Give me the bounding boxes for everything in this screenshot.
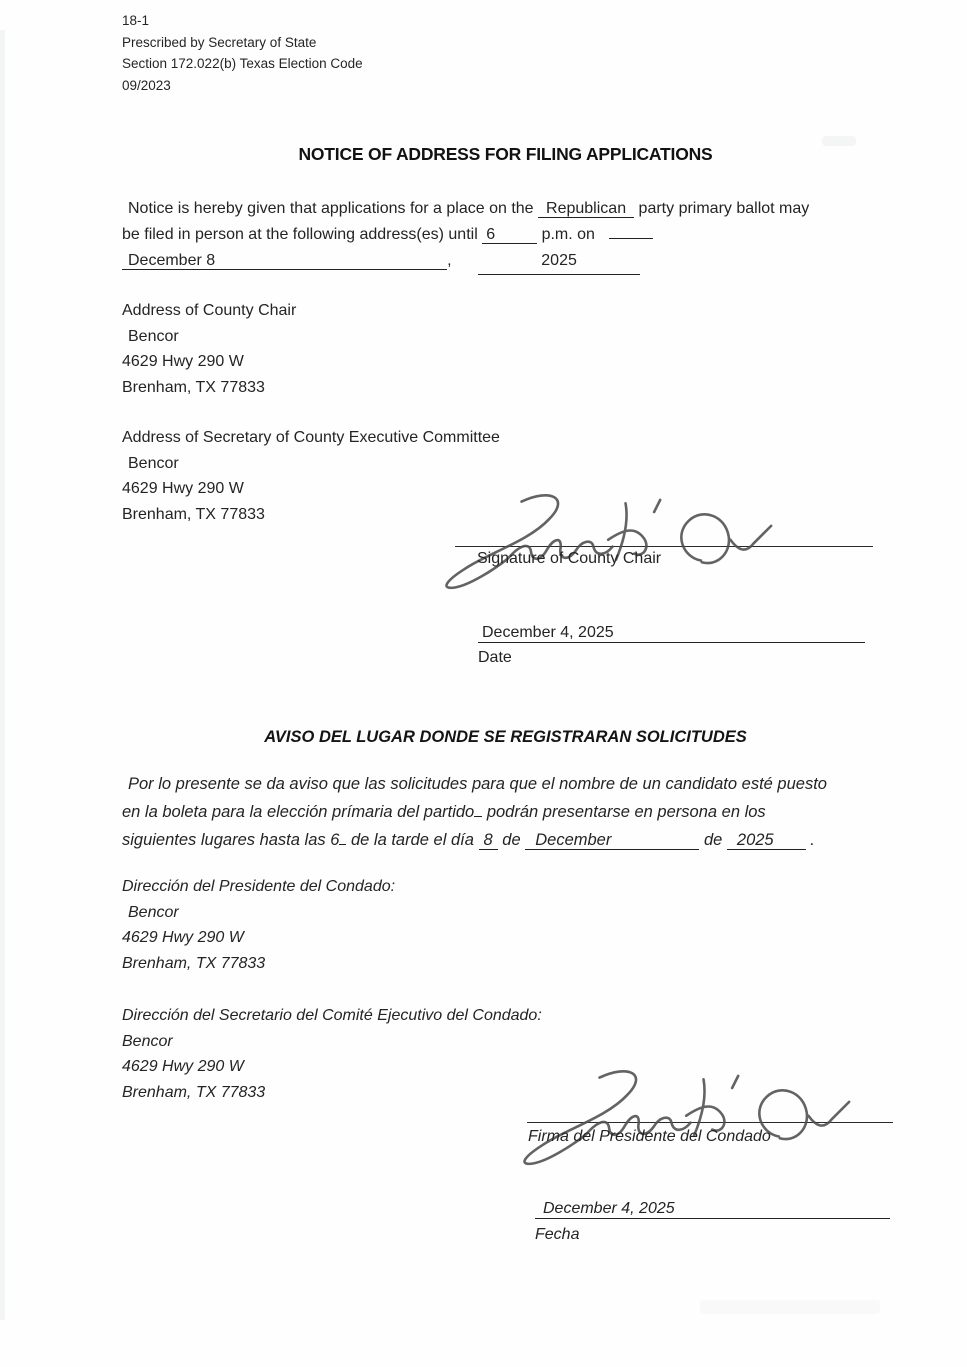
- address-street: 4629 Hwy 290 W: [122, 353, 244, 370]
- tiny-blank: [339, 829, 346, 845]
- spanish-paragraph-line-1: Por lo presente se da aviso que las solicitudes para que el nombre de un candidato esté puesto: [128, 775, 827, 793]
- para-text: podrán presentarse en persona en los: [486, 803, 766, 821]
- para-text: p.m. on: [541, 226, 595, 243]
- scan-smudge: [700, 1300, 880, 1314]
- para-text: de: [703, 831, 723, 849]
- address-city: Brenham, TX 77833: [122, 378, 265, 396]
- secretario-address-block: [122, 1003, 542, 1105]
- address-name: Bencor: [128, 327, 179, 345]
- fecha-label: Fecha: [535, 1226, 580, 1243]
- address-street: 4629 Hwy 290 W: [122, 480, 244, 497]
- signature-line: [527, 1105, 893, 1123]
- fecha-field-value: December 4, 2025: [535, 1200, 890, 1219]
- paragraph-line-1: [122, 196, 912, 222]
- address-city: Brenham, TX 77833: [122, 505, 265, 523]
- para-text: de: [502, 831, 521, 849]
- para-text: siguientes lugares hasta las 6: [122, 831, 340, 849]
- spanish-paragraph-line-3: [122, 826, 922, 854]
- form-header: [122, 10, 363, 96]
- anio-field-value: 2025: [727, 831, 806, 850]
- address-city: Brenham, TX 77833: [122, 954, 266, 972]
- para-text: party primary ballot may: [638, 200, 810, 217]
- address-name: Bencor: [128, 903, 179, 921]
- paragraph-line-3: [122, 248, 912, 275]
- english-paragraph: [122, 196, 912, 275]
- time-field-value: 6: [482, 226, 537, 244]
- address-city: Brenham, TX 77833: [122, 1083, 266, 1101]
- mes-field-value: December: [525, 831, 699, 850]
- statute-line: Section 172.022(b) Texas Election Code: [122, 56, 363, 71]
- comma: ,: [447, 252, 452, 269]
- county-chair-address-block: [122, 298, 296, 400]
- date-field-value: December 4, 2025: [478, 624, 865, 643]
- tiny-blank: [474, 801, 482, 817]
- para-text: be filed in person at the following address(es) until: [122, 226, 478, 243]
- dia-field-value: 8: [479, 831, 498, 850]
- para-text: Notice is hereby given that applications for a place on the: [128, 200, 534, 217]
- revision-date: 09/2023: [122, 77, 171, 93]
- presidente-heading: Dirección del Presidente del Condado:: [122, 878, 396, 895]
- address-name: Bencor: [128, 454, 179, 472]
- signature-label: Signature of County Chair: [477, 550, 662, 567]
- secretary-address-block: [122, 425, 500, 527]
- paragraph-line-2: [122, 222, 912, 248]
- para-text: en la boleta para la elección prímaria del partido: [122, 803, 475, 821]
- address-name: Bencor: [122, 1032, 173, 1050]
- scan-edge-artifact: [0, 30, 5, 1320]
- fecha-block: [535, 1200, 890, 1244]
- para-text: .: [810, 831, 815, 849]
- spanish-paragraph: [122, 770, 922, 854]
- secretary-heading: Address of Secretary of County Executive Committee: [122, 429, 500, 446]
- english-title: NOTICE OF ADDRESS FOR FILING APPLICATIONS: [298, 144, 713, 164]
- spanish-paragraph-line-2: [122, 798, 922, 826]
- date-label: Date: [478, 649, 512, 666]
- signature-line: [455, 529, 873, 547]
- address-street: 4629 Hwy 290 W: [122, 929, 244, 946]
- date-block: [478, 624, 865, 667]
- county-chair-heading: Address of County Chair: [122, 302, 297, 319]
- empty-blank: [609, 223, 653, 239]
- spanish-title: AVISO DEL LUGAR DONDE SE REGISTRARAN SOLICITUDES: [264, 728, 747, 746]
- prescribed-by-line: Prescribed by Secretary of State: [122, 34, 317, 50]
- filing-year-field-value: 2025: [478, 248, 640, 275]
- address-street: 4629 Hwy 290 W: [122, 1058, 244, 1075]
- filing-date-field-value: December 8: [122, 252, 447, 270]
- secretario-heading: Dirección del Secretario del Comité Ejecutivo del Condado:: [122, 1007, 542, 1024]
- signature-label: Firma del Presidente del Condado: [528, 1128, 771, 1145]
- form-number: 18-1: [122, 13, 150, 28]
- party-field-value: Republican: [538, 200, 634, 218]
- para-text: de la tarde el día: [350, 831, 474, 849]
- presidente-address-block: [122, 874, 395, 976]
